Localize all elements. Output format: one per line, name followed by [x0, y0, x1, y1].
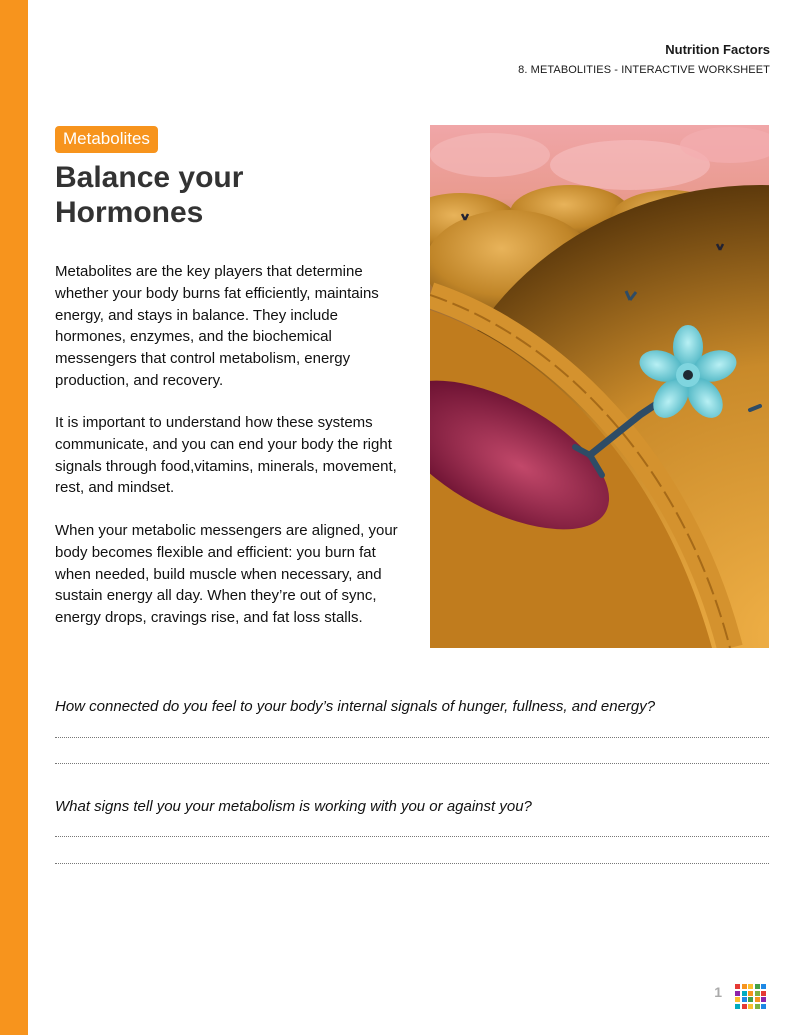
logo-square: [748, 984, 753, 989]
page-number: 1: [714, 984, 722, 1000]
category-tag: Metabolites: [55, 126, 158, 153]
logo-square: [735, 991, 740, 996]
title-line-2: Hormones: [55, 196, 204, 229]
logo-square: [761, 984, 766, 989]
answer-line[interactable]: [55, 737, 769, 738]
title-line-1: Balance your: [55, 161, 244, 194]
paragraph-intro: Metabolites are the key players that determine whether your body burns fat efficiently, maintains energy, and stays in balance. They include hormones, enzymes, and the biochemical messengers that control metabolism, energy production, and recovery.: [55, 263, 379, 389]
logo-square: [755, 1004, 760, 1009]
question-metabolism-signs: What signs tell you your metabolism is working with you or against you?: [55, 798, 532, 815]
logo-square: [742, 991, 747, 996]
answer-line[interactable]: [55, 763, 769, 764]
logo-square: [742, 1004, 747, 1009]
logo-square: [735, 997, 740, 1002]
paragraph-alignment: When your metabolic messengers are aligned, your body becomes flexible and efficient: you burn fat when needed, build muscle when necessary, and sustain energy all day. When they’re out of sync, energy drops, cravings rise, and fat loss stalls.: [55, 522, 398, 627]
paragraph-communication: It is important to understand how these systems communicate, and you can end your body the right signals through food,vitamins, minerals, movement, rest, and mindset.: [55, 414, 397, 497]
logo-square: [748, 991, 753, 996]
logo-square: [735, 1004, 740, 1009]
question-hunger-signals: How connected do you feel to your body’s internal signals of hunger, fullness, and energy?: [55, 698, 656, 715]
logo-square: [748, 1004, 753, 1009]
logo-square: [742, 997, 747, 1002]
brand-name: Nutrition Factors: [665, 42, 770, 57]
logo-square: [761, 1004, 766, 1009]
worksheet-subtitle: 8. METABOLITIES - INTERACTIVE WORKSHEET: [518, 64, 770, 76]
answer-line[interactable]: [55, 863, 769, 864]
page-title: [55, 160, 395, 230]
cell-receptor-illustration: [430, 125, 769, 648]
logo-square: [761, 991, 766, 996]
brand-logo-grid-icon: [735, 984, 766, 1009]
answer-line[interactable]: [55, 836, 769, 837]
logo-square: [761, 997, 766, 1002]
logo-square: [735, 984, 740, 989]
logo-square: [755, 984, 760, 989]
logo-square: [742, 984, 747, 989]
orange-side-bar: [0, 0, 28, 1035]
logo-square: [755, 997, 760, 1002]
logo-square: [755, 991, 760, 996]
logo-square: [748, 997, 753, 1002]
page-header: [518, 42, 770, 76]
